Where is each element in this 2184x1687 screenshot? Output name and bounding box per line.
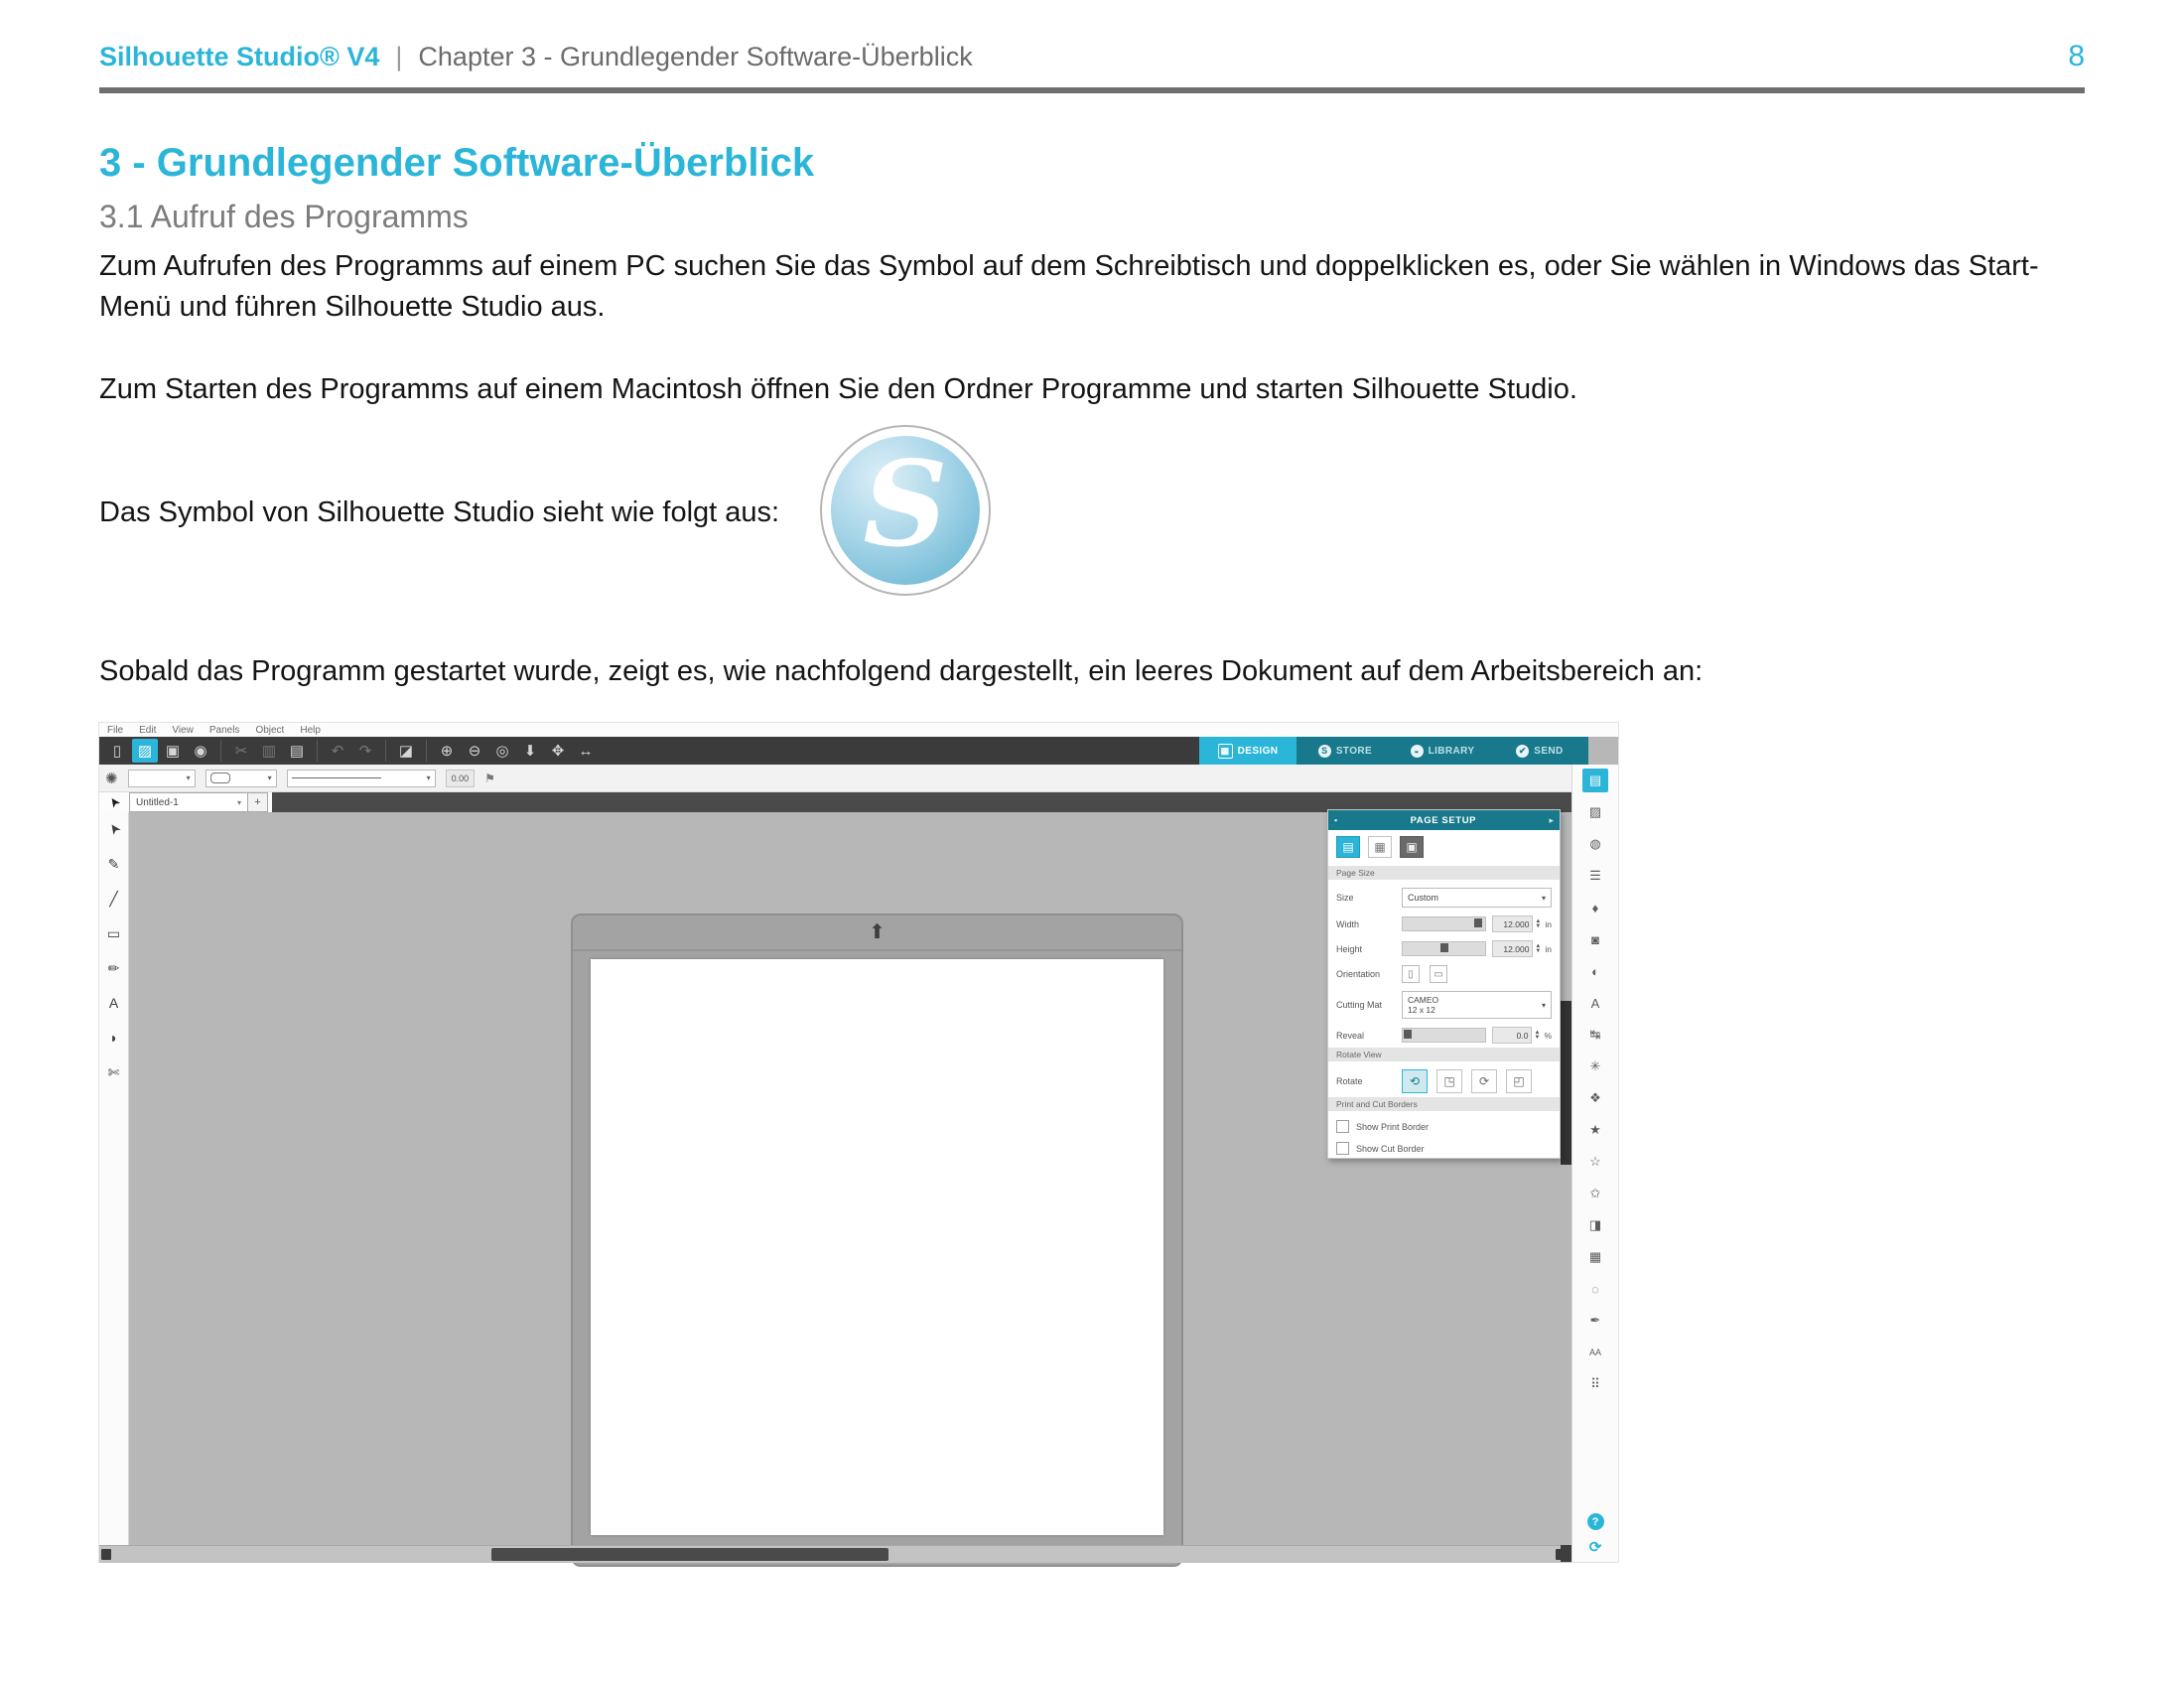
page-tab-icon[interactable]: ▤ — [1336, 836, 1360, 858]
panel-title: PAGE SETUP — [1410, 814, 1477, 826]
paste-in-place-icon[interactable]: ◪ — [398, 743, 414, 760]
reveal-unit: % — [1544, 1030, 1552, 1041]
glyph-panel-icon[interactable]: AA — [1588, 1347, 1601, 1357]
print-icon[interactable]: ◉ — [194, 743, 207, 760]
undo-icon[interactable]: ↶ — [331, 743, 344, 760]
menu-help[interactable]: Help — [300, 724, 321, 736]
mesh-panel-icon[interactable]: ▦ — [1588, 1249, 1602, 1264]
vertical-scroll-thumb[interactable] — [1561, 1001, 1571, 1165]
cursor-area — [99, 792, 129, 812]
section-rotate-view: Rotate View — [1328, 1048, 1560, 1061]
main-toolbar — [99, 737, 1199, 765]
pan-icon[interactable]: ✥ — [551, 743, 565, 760]
open-icon[interactable]: ▨ — [132, 739, 158, 763]
chevron-down-icon: ▾ — [426, 773, 431, 782]
line-weight-field[interactable]: 0.00 — [446, 770, 476, 787]
line-shape-dropdown[interactable] — [205, 770, 277, 787]
paste-icon[interactable]: ▤ — [289, 743, 305, 760]
tab-send[interactable]: ✔ SEND — [1491, 737, 1588, 765]
reveal-value-field[interactable]: 0.0 — [1492, 1027, 1533, 1044]
cutting-mat-top-band — [573, 915, 1181, 951]
store-icon: S — [1318, 745, 1331, 758]
selection-zoom-icon[interactable]: ◎ — [495, 743, 509, 760]
toolbar-separator — [385, 740, 386, 762]
chevron-down-icon: ▾ — [186, 773, 191, 782]
cutting-mat-dropdown[interactable]: CAMEO 12 x 12 ▾ — [1402, 991, 1552, 1019]
tab-caret-icon: ▾ — [236, 797, 241, 807]
line-style-icon — [292, 777, 381, 778]
menu-bar — [99, 723, 1618, 737]
horizontal-scrollbar[interactable] — [99, 1545, 1571, 1563]
rotate-270-button[interactable]: ◰ — [1506, 1069, 1532, 1093]
document-tab[interactable]: Untitled-1 ▾ — [129, 792, 248, 812]
tool-options-row — [99, 765, 1571, 792]
width-value-field[interactable]: 12.000 — [1492, 915, 1533, 932]
reveal-slider[interactable] — [1402, 1028, 1486, 1043]
right-panel-sidebar — [1571, 765, 1618, 1562]
design-icon: ▦ — [1218, 744, 1233, 759]
height-slider[interactable] — [1402, 941, 1486, 956]
width-slider[interactable] — [1402, 916, 1486, 931]
save-icon[interactable]: ▣ — [165, 743, 181, 760]
orientation-row: Orientation ▯ ▭ — [1328, 965, 1560, 983]
menu-object[interactable]: Object — [255, 724, 285, 736]
size-row: Size Custom ▾ — [1328, 888, 1560, 908]
eraser-tool-icon[interactable]: ◗ — [109, 1030, 118, 1046]
library-icon: ◒ — [1411, 745, 1424, 758]
height-unit: in — [1545, 943, 1552, 954]
mat-direction-arrow-icon: ⬆ — [869, 921, 886, 943]
effects-panel-icon[interactable]: ☆ — [1589, 1154, 1601, 1169]
paragraph-4: Sobald das Programm gestartet wurde, zeigt es, wie nachfolgend dargestellt, ein leeres Dokument auf dem Arbeitsbereich an: — [99, 655, 1704, 687]
cursor-arrow-icon: ➤ — [104, 793, 123, 812]
paragraph-2: Zum Starten des Programms auf einem Macintosh öffnen Sie den Ordner Programme und starten Silhouette Studio. — [99, 373, 1577, 405]
cutting-mat — [571, 914, 1183, 1567]
show-cut-border-row: Show Cut Border — [1328, 1142, 1560, 1155]
page-setup-panel-icon[interactable]: ▤ — [1582, 769, 1608, 792]
show-cut-border-checkbox[interactable] — [1336, 1142, 1349, 1155]
modify-panel-icon[interactable]: ❖ — [1589, 1090, 1601, 1105]
width-row: Width 12.000 ▲ ▼ in — [1328, 915, 1560, 932]
brand-title: Silhouette Studio® V4 — [99, 42, 380, 71]
rhinestone-panel-icon[interactable]: ☰ — [1589, 868, 1601, 883]
draw-tool-icon[interactable]: ✏ — [107, 959, 120, 976]
show-print-border-row: Show Print Border — [1328, 1120, 1560, 1133]
corner-style-icon[interactable]: ⚑ — [484, 771, 495, 785]
chevron-down-icon: ▾ — [1541, 893, 1546, 903]
dot-grid-panel-icon[interactable]: ⠿ — [1590, 1376, 1600, 1391]
help-icon[interactable]: ? — [1587, 1513, 1604, 1530]
reveal-row: Reveal 0.0 ▲ ▼ % — [1328, 1027, 1560, 1044]
paragraph-3: Das Symbol von Silhouette Studio sieht wie folgt aus: — [99, 496, 780, 528]
toolbar-separator — [220, 740, 221, 762]
warp-panel-icon[interactable]: ✩ — [1589, 1186, 1601, 1200]
silhouette-studio-icon: S — [820, 425, 991, 596]
section-subtitle: 3.1 Aufruf des Programms — [99, 199, 469, 234]
tab-library[interactable]: ◒ LIBRARY — [1394, 737, 1491, 765]
chevron-down-icon: ▾ — [1541, 1000, 1546, 1010]
portrait-icon[interactable]: ▯ — [1402, 965, 1420, 983]
shade-panel-icon[interactable]: ◐ — [1591, 963, 1599, 979]
sketch-panel-icon[interactable]: ◍ — [1589, 836, 1601, 851]
offset-panel-icon[interactable]: ★ — [1589, 1122, 1601, 1137]
sphere-panel-icon[interactable]: ◌ — [1591, 1281, 1599, 1297]
fill-panel-icon[interactable]: ♦ — [1591, 900, 1599, 915]
pixscan-panel-icon[interactable]: ▨ — [1588, 804, 1602, 819]
zoom-out-icon[interactable]: ⊖ — [468, 743, 481, 760]
refresh-icon[interactable]: ⟳ — [1588, 1539, 1602, 1556]
scroll-left-button[interactable] — [101, 1549, 111, 1560]
header-divider: | — [395, 42, 403, 71]
panel-header — [1328, 810, 1560, 830]
size-dropdown[interactable]: Custom ▾ — [1402, 888, 1552, 908]
stipple-panel-icon[interactable]: ✒ — [1589, 1313, 1601, 1328]
panel-collapse-icon[interactable]: ▸ — [1549, 814, 1554, 825]
knife-tool-icon[interactable]: ✄ — [107, 1063, 120, 1080]
toolbar-separator — [426, 740, 427, 762]
section-borders: Print and Cut Borders — [1328, 1097, 1560, 1111]
trace-panel-icon[interactable]: ◙ — [1591, 931, 1599, 947]
app-screenshot — [99, 723, 1618, 1562]
rounded-rect-icon — [210, 773, 230, 783]
panel-tabs — [1328, 830, 1560, 862]
text-style-panel-icon[interactable]: A — [1590, 995, 1600, 1011]
cutting-mat-row: Cutting Mat CAMEO 12 x 12 ▾ — [1328, 991, 1560, 1019]
section-page-size: Page Size — [1328, 866, 1560, 880]
reveal-stepper[interactable]: ▲ ▼ — [1534, 1029, 1541, 1041]
show-print-border-checkbox[interactable] — [1336, 1120, 1349, 1133]
transform-panel-icon[interactable]: ↹ — [1589, 1027, 1601, 1042]
landscape-icon[interactable]: ▭ — [1430, 965, 1447, 983]
blank-document-page — [591, 959, 1163, 1535]
replicate-panel-icon[interactable]: ✳ — [1589, 1058, 1601, 1073]
menu-panels[interactable]: Panels — [208, 724, 240, 736]
panel-pin-icon[interactable]: ▪ — [1334, 815, 1338, 825]
color-wheel-icon[interactable]: ✺ — [105, 770, 118, 787]
fit-to-page-icon[interactable]: ↔ — [578, 742, 594, 760]
left-tools-toolbar — [99, 812, 129, 1562]
paragraph-1: Zum Aufrufen des Programms auf einem PC suchen Sie das Symbol auf dem Schreibtisch und doppelklicken es, oder Sie wählen in Windows das Start-Menü und führen Silhouette Studio aus. — [99, 250, 2039, 323]
page-header — [99, 40, 2085, 73]
rotate-row: Rotate ⟲ ◳ ⟳ ◰ — [1328, 1069, 1560, 1093]
line-style-dropdown[interactable] — [287, 770, 436, 787]
copy-icon[interactable]: ▥ — [261, 743, 277, 760]
new-document-icon[interactable]: ▯ — [112, 743, 122, 760]
page-setup-panel — [1327, 809, 1561, 1159]
scrollbar-corner — [1561, 1545, 1571, 1562]
drag-zoom-icon[interactable]: ⬇ — [523, 743, 537, 760]
menu-edit[interactable]: Edit — [139, 724, 157, 736]
rectangle-tool-icon[interactable]: ▭ — [106, 924, 121, 941]
rotate-90-button[interactable]: ◳ — [1436, 1069, 1462, 1093]
shear-panel-icon[interactable]: ◨ — [1588, 1217, 1602, 1232]
section-title: 3 - Grundlegender Software-Überblick — [99, 141, 815, 185]
registration-tab-icon[interactable]: ▣ — [1400, 836, 1424, 858]
page-number: 8 — [2068, 40, 2085, 72]
zoom-in-icon[interactable]: ⊕ — [440, 743, 454, 760]
fill-color-dropdown[interactable] — [128, 770, 196, 787]
height-stepper[interactable]: ▲ ▼ — [1535, 942, 1542, 954]
chapter-title: Chapter 3 - Grundlegender Software-Überblick — [418, 42, 973, 71]
horizontal-scroll-thumb[interactable] — [491, 1548, 888, 1561]
height-value-field[interactable]: 12.000 — [1492, 940, 1533, 957]
chevron-down-icon: ▾ — [267, 773, 272, 782]
tab-store[interactable]: S STORE — [1297, 737, 1394, 765]
send-icon: ✔ — [1516, 745, 1529, 758]
cut-icon[interactable]: ✂ — [234, 743, 248, 760]
line-tool-icon[interactable]: ╱ — [109, 890, 118, 907]
height-row: Height 12.000 ▲ ▼ in — [1328, 940, 1560, 957]
rotate-0-button[interactable]: ⟲ — [1402, 1069, 1428, 1093]
toolbar-separator — [317, 740, 318, 762]
point-edit-tool-icon[interactable]: ✎ — [107, 855, 120, 872]
rotate-180-button[interactable]: ⟳ — [1471, 1069, 1497, 1093]
width-stepper[interactable]: ▲ ▼ — [1535, 917, 1542, 929]
tab-design[interactable]: ▦ DESIGN — [1199, 737, 1297, 765]
select-tool-icon[interactable]: ➤ — [103, 819, 124, 839]
add-document-tab-button[interactable]: + — [248, 792, 268, 812]
width-unit: in — [1545, 918, 1552, 929]
redo-icon[interactable]: ↷ — [358, 743, 372, 760]
menu-file[interactable]: File — [107, 724, 124, 736]
menu-view[interactable]: View — [172, 724, 194, 736]
header-rule — [99, 87, 2085, 93]
grid-tab-icon[interactable]: ▦ — [1368, 836, 1392, 858]
text-tool-icon[interactable]: A — [108, 995, 119, 1011]
workspace-nav-tabs — [1199, 737, 1588, 765]
